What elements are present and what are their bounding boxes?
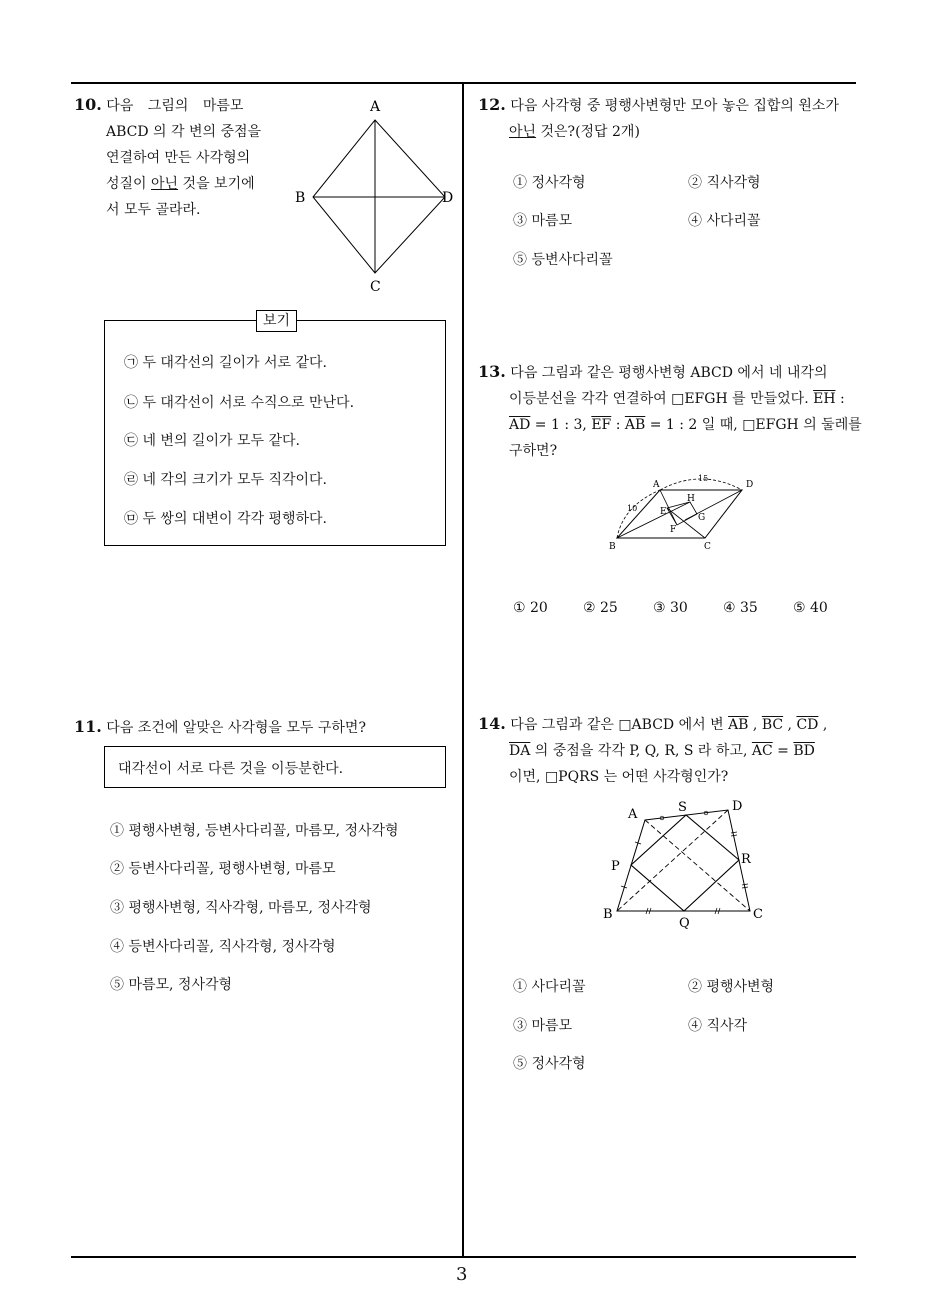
option-1[interactable]: ① 사다리꼴: [513, 979, 586, 995]
q13-text-line3: $\overline{AD} = 1$ : 3, $\overline{EF}$ : $\overline{AB} = 1$ : 2 일 때, □EFGH 의 둘레를: [509, 417, 862, 433]
label-b: B: [609, 542, 616, 552]
option-1[interactable]: ① 20: [513, 600, 548, 616]
option-3[interactable]: ③ 마름모: [513, 213, 573, 229]
label-d: D: [442, 190, 454, 206]
q14-text-line2: $\overline{DA}$ 의 중점을 각각 P, Q, R, S 라 하고, $\overline{AC} = \overline{BD}$: [509, 743, 815, 759]
column-divider: [462, 82, 464, 1258]
parallelogram-outline: [617, 490, 742, 538]
tick-mark: [731, 835, 737, 836]
bogi-item: ㉡ 두 대각선이 서로 수직으로 만난다.: [124, 395, 355, 411]
question-12: [478, 92, 858, 145]
label-e: E: [660, 507, 667, 517]
option-1[interactable]: ① 정사각형: [513, 175, 586, 191]
label-a: A: [370, 99, 381, 115]
label-a: A: [653, 480, 660, 490]
option-3[interactable]: ③ 평행사변형, 직사각형, 마름모, 정사각형: [110, 900, 372, 916]
option-5[interactable]: ⑤ 마름모, 정사각형: [110, 977, 233, 993]
condition-text: 대각선이 서로 다른 것을 이등분한다.: [118, 761, 344, 777]
tick-mark: [731, 832, 737, 833]
option-2[interactable]: ② 등변사다리꼴, 평행사변형, 마름모: [110, 861, 336, 877]
question-10: [74, 92, 274, 223]
label-d: D: [746, 480, 754, 490]
q14-text-line1: 다음 그림과 같은 □ABCD 에서 변 $\overline{AB}$ , $\overline{BC}$ , $\overline{CD}$ ,: [510, 717, 828, 733]
question-11: [74, 714, 366, 741]
rhombus-figure: [290, 95, 460, 295]
option-5[interactable]: ⑤ 정사각형: [513, 1056, 586, 1072]
page-number: 3: [456, 1264, 468, 1285]
diagonal-ac: [645, 820, 750, 911]
label-b: B: [603, 907, 613, 922]
option-4[interactable]: ④ 등변사다리꼴, 직사각형, 정사각형: [110, 939, 336, 955]
option-2[interactable]: ② 평행사변형: [688, 979, 775, 995]
question-14: [478, 711, 863, 790]
q10-text-line1: 다음 그림의 마름모: [106, 98, 244, 114]
label-b: B: [295, 190, 306, 206]
bogi-item: ㉢ 네 변의 길이가 모두 같다.: [124, 433, 300, 449]
label-p: P: [611, 859, 620, 874]
label-c: C: [753, 907, 763, 922]
q12-text-line2: 아닌 것은?(정답 2개): [509, 124, 640, 140]
diagonal-bd: [617, 810, 728, 911]
bogi-item: ㉤ 두 쌍의 대변이 각각 평행하다.: [124, 511, 327, 527]
q10-text-line2: ABCD 의 각 변의 중점을: [106, 124, 262, 140]
question-number: 13.: [478, 362, 506, 381]
q10-text-line4: 성질이 아닌 것을 보기에: [106, 176, 255, 192]
option-3[interactable]: ③ 마름모: [513, 1018, 573, 1034]
option-4[interactable]: ④ 직사각: [688, 1018, 748, 1034]
bogi-item: ㉣ 네 각의 크기가 모두 직각이다.: [124, 472, 327, 488]
option-2[interactable]: ② 25: [583, 600, 618, 616]
quadrilateral-abcd: [617, 810, 750, 911]
option-4[interactable]: ④ 35: [723, 600, 758, 616]
label-g: G: [698, 513, 706, 523]
question-number: 14.: [478, 714, 506, 733]
question-number: 10.: [74, 95, 102, 114]
option-5[interactable]: ⑤ 40: [793, 600, 828, 616]
tick-mark: [742, 887, 748, 888]
label-d: D: [732, 799, 743, 814]
option-4[interactable]: ④ 사다리꼴: [688, 213, 761, 229]
q11-text: 다음 조건에 알맞은 사각형을 모두 구하면?: [106, 720, 366, 736]
q13-text-line4: 구하면?: [509, 443, 558, 459]
label-c: C: [370, 279, 381, 295]
option-2[interactable]: ② 직사각형: [688, 175, 761, 191]
option-1[interactable]: ① 평행사변형, 등변사다리꼴, 마름모, 정사각형: [110, 823, 399, 839]
q12-text-line1: 다음 사각형 중 평행사변형만 모아 놓은 집합의 원소가: [510, 98, 839, 114]
option-5[interactable]: ⑤ 등변사다리꼴: [513, 252, 613, 268]
question-number: 11.: [74, 717, 102, 736]
label-s: S: [678, 800, 687, 815]
quadrilateral-figure: [600, 793, 775, 933]
label-q: Q: [679, 916, 690, 931]
label-a: A: [628, 807, 638, 822]
q10-text-line3: 연결하여 만든 사각형의: [106, 150, 251, 166]
question-13: [478, 359, 863, 464]
bogi-title: 보기: [256, 310, 297, 332]
q10-text-line5: 서 모두 골라라.: [106, 202, 201, 218]
tick-mark: [742, 884, 748, 885]
q13-text-line1: 다음 그림과 같은 평행사변형 ABCD 에서 네 내각의: [510, 365, 828, 381]
label-length-15: 15: [698, 474, 709, 483]
label-c: C: [704, 542, 711, 552]
label-f: F: [670, 525, 677, 535]
question-number: 12.: [478, 95, 506, 114]
bogi-item: ㉠ 두 대각선의 길이가 서로 같다.: [124, 355, 327, 371]
q13-text-line2: 이등분선을 각각 연결하여 □EFGH 를 만들었다. $\overline{EH}$ :: [509, 391, 845, 407]
q14-text-line3: 이면, □PQRS 는 어떤 사각형인가?: [509, 769, 729, 785]
label-h: H: [687, 494, 695, 504]
bottom-rule: [71, 1256, 856, 1258]
inner-pqrs: [631, 815, 739, 911]
parallelogram-figure: [605, 470, 765, 555]
label-length-10: 10: [627, 504, 638, 513]
option-3[interactable]: ③ 30: [653, 600, 688, 616]
label-r: R: [741, 852, 751, 867]
